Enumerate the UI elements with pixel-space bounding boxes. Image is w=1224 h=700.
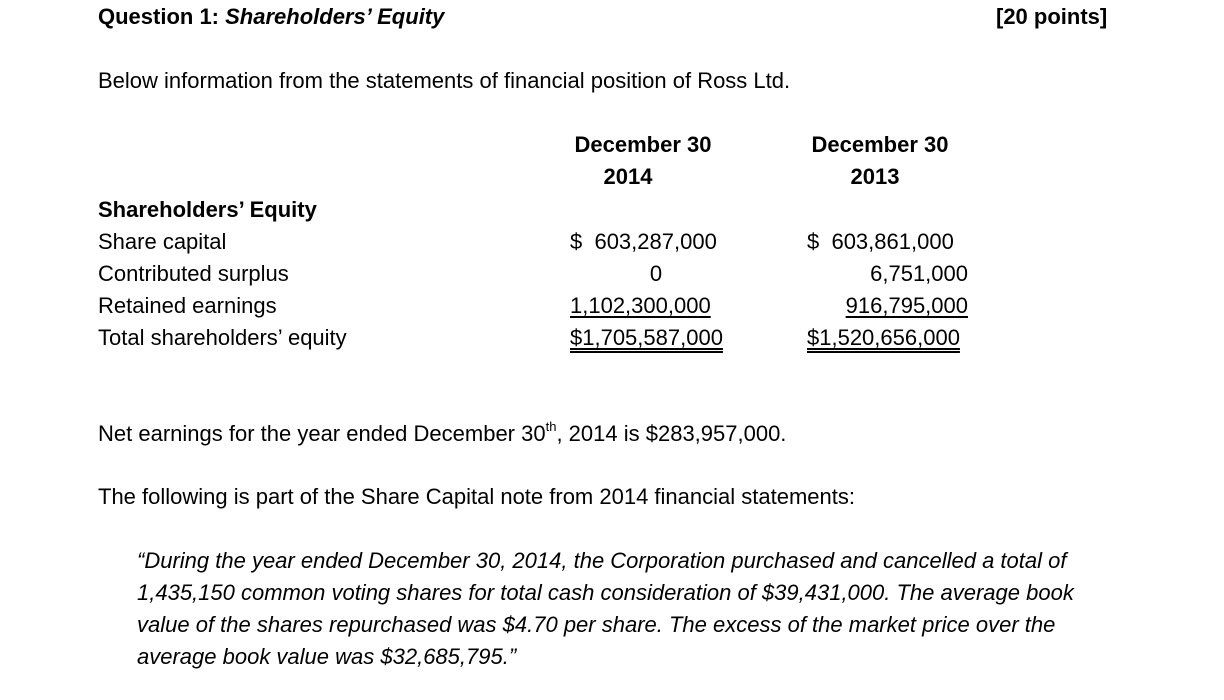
intro-text: Below information from the statements of financial position of Ross Ltd. (98, 68, 791, 93)
value-2014-retained-earnings: 1,102,300,000 (570, 293, 711, 318)
points-label: [20 points] (996, 4, 1108, 29)
net-earnings-sup: th (545, 418, 557, 434)
row-label-share-capital: Share capital (98, 229, 227, 254)
value-2014-share-capital: $ 603,287,000 (570, 229, 717, 254)
question-topic: Shareholders’ Equity (225, 4, 445, 29)
net-earnings-text (98, 420, 786, 448)
section-label: Shareholders’ Equity (98, 197, 317, 222)
value-2013-total-equity: $1,520,656,000 (807, 325, 960, 350)
row-label-retained-earnings: Retained earnings (98, 293, 277, 318)
question-heading (98, 3, 444, 31)
col-2013-header-line2: 2013 (850, 164, 900, 189)
value-2013-retained-earnings: 916,795,000 (845, 293, 968, 318)
value-2014-total-equity: $1,705,587,000 (570, 325, 723, 350)
value-2013-contributed-surplus: 6,751,000 (870, 261, 968, 286)
note-intro-text: The following is part of the Share Capital note from 2014 financial statements: (98, 484, 855, 509)
row-label-total-equity: Total shareholders’ equity (98, 325, 347, 350)
net-earnings-after: , 2014 is $283,957,000. (556, 421, 787, 446)
question-prefix: Question 1: (98, 4, 226, 29)
col-2013-header-line1: December 30 (811, 132, 949, 157)
net-earnings-before: Net earnings for the year ended December 30 (98, 421, 546, 446)
value-2013-share-capital: $ 603,861,000 (807, 229, 954, 254)
col-2014-header-line1: December 30 (574, 132, 712, 157)
col-2014-header-line2: 2014 (603, 164, 653, 189)
value-2014-contributed-surplus: 0 (649, 261, 663, 286)
share-capital-note-quote: “During the year ended December 30, 2014, the Corporation purchased and cancelled a total of 1,435,150 common voting shares for total cash consideration of $39,431,000. The average book value of the shares repurchased was $4.70 per share. The excess of the market price over the average book value was $32,685,795.” (137, 548, 1074, 669)
row-label-contributed-surplus: Contributed surplus (98, 261, 289, 286)
